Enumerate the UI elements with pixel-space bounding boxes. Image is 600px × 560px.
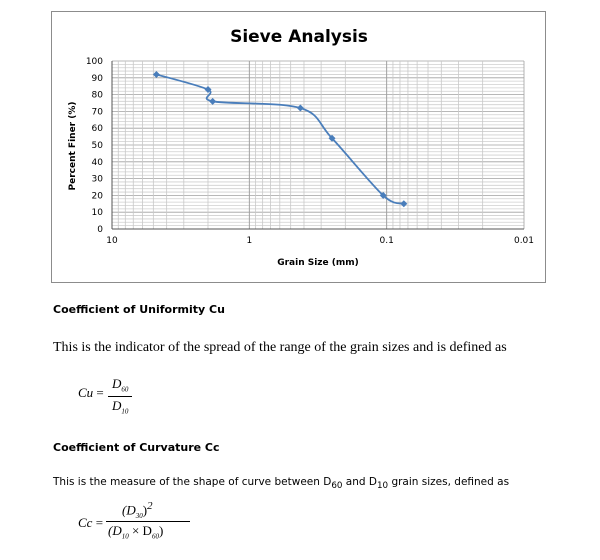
- y-tick-label: 60: [91, 124, 103, 135]
- x-tick-label: 0.1: [379, 236, 394, 246]
- data-point-marker: [209, 98, 216, 105]
- x-tick-label: 1: [246, 236, 253, 246]
- data-point-marker: [400, 200, 407, 207]
- y-tick-label: 0: [97, 225, 103, 235]
- y-tick-label: 80: [91, 90, 103, 101]
- cc-denominator: $(D_{10} \times D_{60})$: [108, 523, 164, 541]
- y-tick-label: 90: [91, 73, 103, 84]
- data-point-marker: [153, 71, 160, 78]
- cu-heading: Coefficient of Uniformity Cu: [53, 303, 225, 316]
- x-tick-label: 0.01: [513, 236, 535, 246]
- y-tick-label: 100: [85, 57, 103, 67]
- cc-fraction-bar: [106, 521, 190, 522]
- cc-heading: Coefficient of Curvature Cc: [53, 441, 220, 454]
- grid-lines: [112, 61, 524, 229]
- x-tick-label: 10: [106, 236, 118, 246]
- cu-description: This is the indicator of the spread of the range of the grain sizes and is defined as: [53, 340, 507, 355]
- sieve-analysis-chart: [51, 11, 546, 283]
- y-axis-label: Percent Finer (%): [68, 101, 78, 191]
- cu-numerator: $D_{60}$: [112, 376, 129, 394]
- cc-formula-lhs: Cc =: [78, 515, 104, 530]
- y-tick-label: 10: [91, 208, 103, 219]
- cu-denominator: $D_{10}$: [112, 398, 129, 416]
- cu-fraction-bar: [108, 396, 132, 397]
- cu-formula-lhs: Cu =: [78, 385, 104, 400]
- y-tick-label: 20: [91, 191, 103, 202]
- y-tick-label: 40: [91, 157, 103, 168]
- y-tick-label: 30: [91, 174, 103, 185]
- chart-title: Sieve Analysis: [230, 27, 368, 47]
- cc-description: This is the measure of the shape of curve between $D_{60}$ and $D_{10}$ grain sizes, defined as: [53, 476, 510, 492]
- x-axis-label: Grain Size (mm): [277, 258, 359, 268]
- data-point-marker: [297, 105, 304, 112]
- y-tick-label: 50: [91, 141, 103, 151]
- chart-svg: [52, 12, 547, 284]
- cc-numerator: $(D_{30})^2$: [122, 500, 153, 520]
- y-tick-label: 70: [91, 107, 103, 118]
